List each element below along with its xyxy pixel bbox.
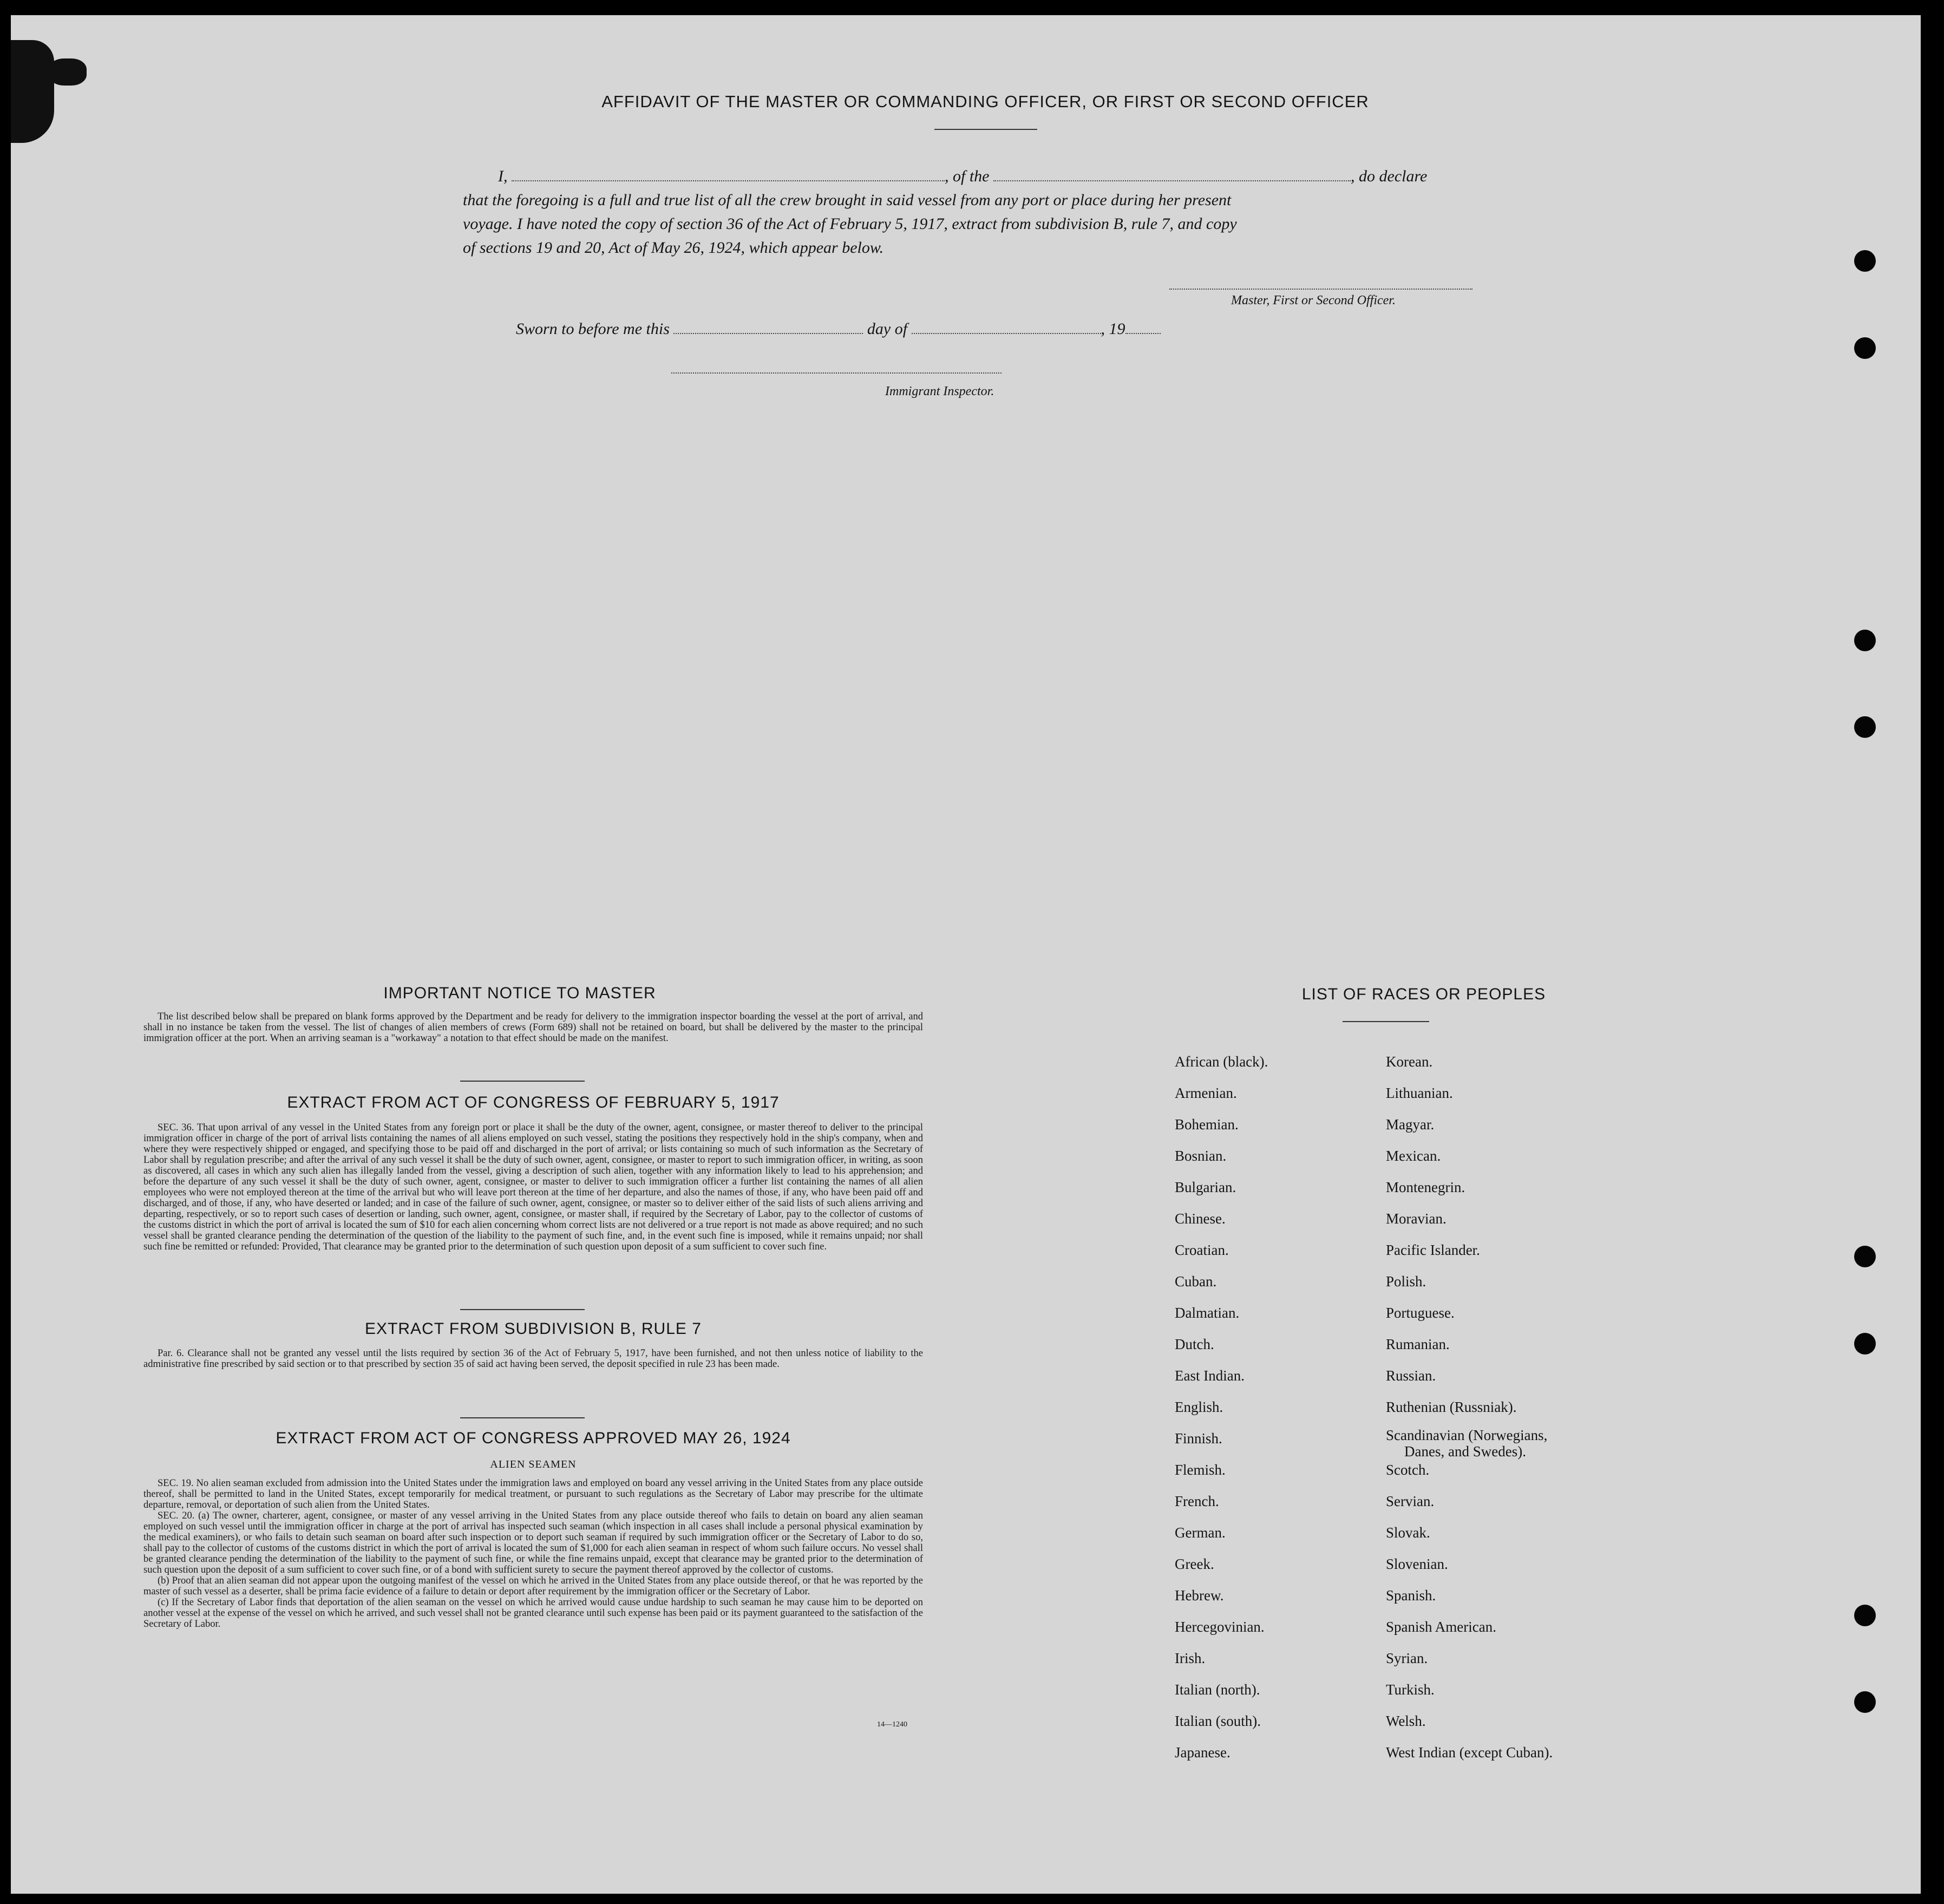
race-item: Slovenian. [1386,1556,1448,1572]
race-item: Pacific Islander. [1386,1242,1480,1258]
form-number: 14—1240 [877,1720,907,1729]
race-item: Hercegovinian. [1175,1619,1265,1635]
race-item: Korean. [1386,1054,1433,1070]
punch-hole [1854,1333,1876,1355]
affidavit-line-2: that the foregoing is a full and true list of all the crew brought in said vessel from any port or place during her present [463,191,1232,209]
race-item: Spanish American. [1386,1619,1496,1635]
sworn-line [516,317,1161,341]
punch-hole [1854,716,1876,738]
race-item: Flemish. [1175,1462,1226,1478]
master-signature-label: Master, First or Second Officer. [1231,293,1396,307]
race-item: Turkish. [1386,1681,1435,1698]
affidavit-i-label: I, [498,167,508,185]
year-label: , 19 [1101,320,1125,338]
race-item: Rumanian. [1386,1336,1450,1352]
race-item: Italian (north). [1175,1681,1260,1698]
race-item: Servian. [1386,1493,1435,1509]
race-item: Cuban. [1175,1273,1217,1290]
affidavit-line-3: voyage. I have noted the copy of section 36 of the Act of February 5, 1917, extract from subdivision B, rule 7, and copy [463,215,1237,233]
affidavit-line-4: of sections 19 and 20, Act of May 26, 1924, which appear below. [463,239,884,257]
notice-title: IMPORTANT NOTICE TO MASTER [383,984,656,1002]
extract-1917-divider [460,1309,585,1310]
notice-divider [460,1081,585,1082]
section-36-paragraph: SEC. 36. That upon arrival of any vessel in the United States from any foreign port or place it shall be the duty of the owner, agent, consignee, or master thereof to deliver to the principal immigration officer in charge of the port of arrival lists containing the names of all aliens employed on such vessel, stating the positions they respectively hold in the ship's company, when and where they were respectively shipped or engaged, and specifying those to be paid off and discharged in the port of arrival; or lists containing so much of such information as the Secretary of Labor shall by regulation prescribe; and after the arrival of any such vessel it shall be the duty of such owner, agent, consignee, or master to report to such immigration officer, in writing, as soon as discovered, all cases in which any such alien has illegally landed from the vessel, giving a description of such alien, together with any information likely to lead to his apprehension; and before the departure of any such vessel it shall be the duty of such owner, agent, consignee, or master to deliver to such immigration officer a further list containing the names of all alien employees who were not employed thereon at the time of the arrival but who will leave port thereon at the time of her departure, and also the names of those, if any, who have been paid off and discharged, and of those, if any, who have deserted or landed; and in case of the failure of such owner, agent, consignee, or master so to deliver either of the said lists of such aliens arriving and departing, respectively, or so to report such cases of desertion or landing, such owner, agent, consignee, or master shall, if required by the Secretary of Labor, pay to the collector of customs of the customs district in which the port of arrival is located the sum of $10 for each alien concerning whom correct lists are not delivered or a true report is not made as above required; and no such vessel shall be granted clearance pending the determination of the question of the liability to the payment of such fine, and, in the event such fine is imposed, while it remains unpaid; nor shall such fine be remitted or refunded: Provided, That clearance may be granted prior to the determination of such question upon deposit of a sum sufficient to cover such fine. [143,1122,923,1252]
race-item: Croatian. [1175,1242,1229,1258]
race-item: Portuguese. [1386,1305,1455,1321]
race-item: Mexican. [1386,1148,1441,1164]
race-item: Armenian. [1175,1085,1237,1101]
inspector-signature-label: Immigrant Inspector. [885,384,994,398]
inspector-signature-line [671,372,1002,374]
sworn-month-blank [912,321,1101,334]
torn-corner [11,40,54,143]
race-item: Greek. [1175,1556,1214,1572]
punch-hole [1854,250,1876,272]
of-the-label: , of the [945,167,990,185]
race-item: Montenegrin. [1386,1179,1465,1195]
race-item: Italian (south). [1175,1713,1261,1729]
race-item: Spanish. [1386,1587,1436,1604]
race-item: French. [1175,1493,1219,1509]
race-item: African (black). [1175,1054,1268,1070]
race-item: Dalmatian. [1175,1305,1240,1321]
extract-1924-title: EXTRACT FROM ACT OF CONGRESS APPROVED MAY 26, 1924 [276,1429,791,1447]
race-item: German. [1175,1524,1226,1541]
title-divider [934,129,1037,130]
race-item: Bosnian. [1175,1148,1227,1164]
punch-hole [1854,1605,1876,1626]
race-item: Welsh. [1386,1713,1426,1729]
race-item: Slovak. [1386,1524,1430,1541]
extract-rule7-text [143,1348,923,1370]
extract-1917-title: EXTRACT FROM ACT OF CONGRESS OF FEBRUARY 5, 1917 [287,1094,780,1111]
punch-hole [1854,1246,1876,1267]
notice-paragraph: The list described below shall be prepared on blank forms approved by the Department and be ready for delivery to the immigration inspector boarding the vessel at the port of arrival, and shall in no instance be taken from the vessel. The list of changes of alien members of crews (Form 689) shall not be retained on board, but shall be delivered by the master to the principal immigration officer at the port. When an arriving seaman is a "workaway" a notation to that effect should be made on the manifest. [143,1011,923,1044]
race-item: Hebrew. [1175,1587,1224,1604]
document-page [11,15,1921,1894]
section-20a-paragraph: SEC. 20. (a) The owner, charterer, agent, consignee, or master of any vessel arriving in the United States from any place outside thereof who fails to detain on board any alien seaman employed on such vessel until the immigration officer in charge at the port of arrival has inspected such seaman (which inspection in all cases shall include a personal physical examination by the medical examiners), or who fails to detain such seaman on board after such inspection or to deport such seaman if required by such immigration officer or the Secretary of Labor to do so, shall pay to the collector of customs of the customs district in which the port of arrival is located the sum of $1,000 for each alien seaman in respect of whom such failure occurs. No vessel shall be granted clearance pending the determination of the liability to the payment of such fine, or while the fine remains unpaid, except that clearance may be granted prior to the determination of such question upon the deposit of a sum sufficient to cover such fine, or of a bond with sufficient surety to secure the payment thereof approved by the collector of customs. [143,1510,923,1575]
race-item: English. [1175,1399,1223,1415]
race-item: Bohemian. [1175,1116,1239,1133]
races-divider [1343,1021,1429,1022]
race-item: Chinese. [1175,1211,1226,1227]
punch-hole [1854,630,1876,651]
race-item: Magyar. [1386,1116,1435,1133]
notice-text [143,1011,923,1044]
sworn-day-blank [673,321,863,334]
torn-corner [49,58,87,86]
sworn-label: Sworn to before me this [516,320,670,338]
section-20b-paragraph: (b) Proof that an alien seaman did not appear upon the outgoing manifest of the vessel on which he arrived in the United States from any place outside thereof, or that he was reported by the master of such vessel as a deserter, shall be prima facie evidence of a failure to detain or deport after requirement by the immigration officer or the Secretary of Labor. [143,1575,923,1597]
race-item: West Indian (except Cuban). [1386,1744,1553,1761]
vessel-blank [993,168,1351,181]
extract-rule7-divider [460,1417,585,1418]
punch-hole [1854,337,1876,359]
race-item: Scotch. [1386,1462,1430,1478]
sworn-year-blank [1125,321,1161,334]
extract-1917-text [143,1122,923,1252]
race-item: Dutch. [1175,1336,1214,1352]
race-item: Lithuanian. [1386,1085,1453,1101]
race-item: Scandinavian (Norwegians, [1386,1427,1548,1443]
race-item: Syrian. [1386,1650,1428,1666]
races-title: LIST OF RACES OR PEOPLES [1301,985,1546,1003]
extract-1924-text [143,1478,923,1630]
name-blank [512,168,945,181]
race-item: Bulgarian. [1175,1179,1236,1195]
affidavit-title: AFFIDAVIT OF THE MASTER OR COMMANDING OFFICER, OR FIRST OR SECOND OFFICER [601,92,1369,111]
race-item: East Indian. [1175,1368,1245,1384]
race-item: Russian. [1386,1368,1436,1384]
par-6-paragraph: Par. 6. Clearance shall not be granted any vessel until the lists required by section 36 of the Act of February 5, 1917, have been furnished, and not then unless notice of liability to the administrative fine prescribed by said section or to that prescribed by section 35 of said act having been served, the deposit specified in rule 23 has been made. [143,1348,923,1370]
affidavit-line-1 [498,165,1427,188]
section-20c-paragraph: (c) If the Secretary of Labor finds that deportation of the alien seaman on the vessel on which he arrived would cause undue hardship to such seaman he may cause him to be deported on another vessel at the expense of the vessel on which he arrived, and such vessel shall not be granted clearance until such expense has been paid or its payment guaranteed to the satisfaction of the Secretary of Labor. [143,1597,923,1630]
master-signature-line [1169,289,1472,290]
race-item-continuation: Danes, and Swedes). [1404,1443,1526,1460]
race-item: Moravian. [1386,1211,1446,1227]
punch-hole [1854,1691,1876,1713]
alien-seamen-subtitle: ALIEN SEAMEN [490,1458,577,1470]
race-item: Irish. [1175,1650,1206,1666]
race-item: Ruthenian (Russniak). [1386,1399,1517,1415]
declare-label: , do declare [1351,167,1428,185]
day-of-label: day of [867,320,908,338]
section-19-paragraph: SEC. 19. No alien seaman excluded from admission into the United States under the immigration laws and employed on board any vessel arriving in the United States from any place outside thereof, shall be permitted to land in the United States, except temporarily for medical treatment, or pursuant to such regulations as the Secretary of Labor may prescribe for the ultimate departure, removal, or deportation of such alien from the United States. [143,1478,923,1510]
race-item: Japanese. [1175,1744,1230,1761]
race-item: Polish. [1386,1273,1426,1290]
race-item: Finnish. [1175,1430,1222,1447]
extract-rule7-title: EXTRACT FROM SUBDIVISION B, RULE 7 [365,1320,702,1338]
